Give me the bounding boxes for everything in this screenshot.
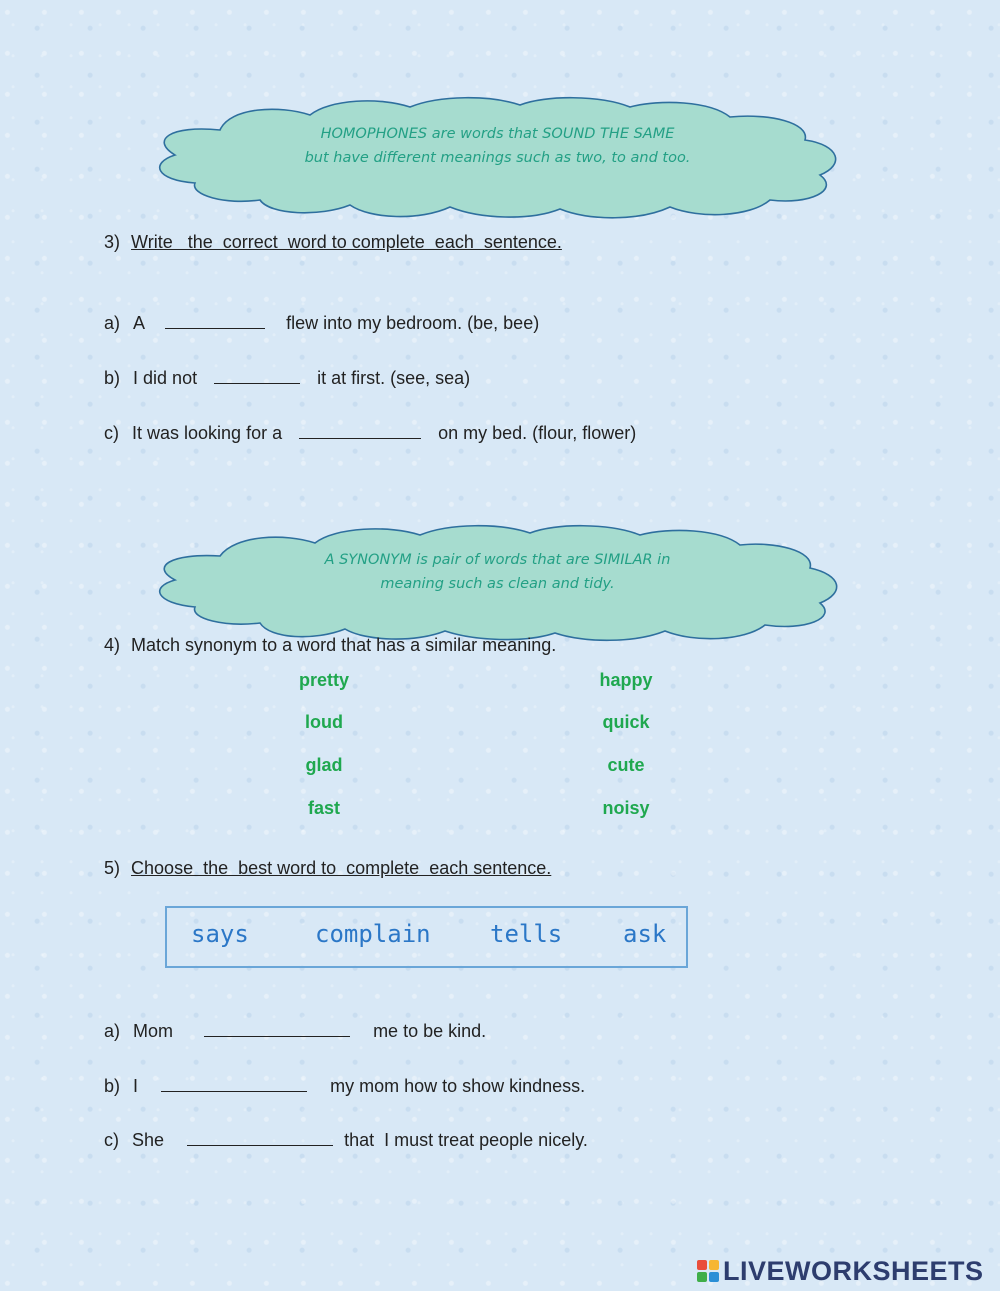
item-text-before: I did not — [133, 368, 198, 388]
liveworksheets-logo-icon — [697, 1260, 719, 1282]
item-text-after: it at first. (see, sea) — [317, 368, 471, 388]
liveworksheets-logo[interactable] — [697, 1256, 984, 1286]
answer-blank[interactable] — [204, 1022, 350, 1037]
logo-square — [697, 1260, 707, 1270]
item-letter: c) — [104, 1130, 119, 1150]
section-3-heading — [104, 232, 562, 253]
section-number: 4) — [104, 635, 121, 655]
list-item — [104, 1076, 585, 1097]
item-text-after: my mom how to show kindness. — [330, 1076, 586, 1096]
cloud-text-line-2: but have different meanings such as two, to and too. — [304, 150, 691, 166]
answer-blank[interactable] — [187, 1131, 333, 1146]
list-item — [104, 368, 470, 389]
cloud-text-line-2: meaning such as clean and tidy. — [380, 576, 615, 592]
synonym-cloud — [150, 523, 845, 643]
answer-blank[interactable] — [161, 1077, 307, 1092]
item-letter: c) — [104, 423, 119, 443]
list-item — [104, 1130, 588, 1151]
section-number: 5) — [104, 858, 121, 878]
item-text-after: on my bed. (flour, flower) — [438, 423, 637, 443]
item-text-before: She — [132, 1130, 165, 1150]
item-text-after: flew into my bedroom. (be, bee) — [286, 313, 540, 333]
answer-blank[interactable] — [299, 424, 421, 439]
item-text-before: Mom — [133, 1021, 174, 1041]
item-text-before: I — [133, 1076, 139, 1096]
homophones-cloud — [150, 95, 845, 220]
item-letter: a) — [104, 313, 121, 333]
section-instruction: Choose the best word to complete each sentence. — [131, 858, 552, 878]
logo-square — [697, 1272, 707, 1282]
answer-blank[interactable] — [214, 369, 300, 384]
section-5-heading — [104, 858, 551, 879]
list-item — [104, 313, 539, 334]
item-text-after: me to be kind. — [373, 1021, 487, 1041]
section-4-heading — [104, 635, 556, 656]
cloud-text-line-1: A SYNONYM is pair of words that are SIMILAR in — [324, 552, 671, 568]
match-word-right[interactable]: noisy — [602, 798, 650, 818]
match-word-right[interactable]: quick — [602, 712, 650, 732]
match-word-left[interactable]: pretty — [298, 670, 349, 690]
word-bank-word: says — [191, 920, 249, 948]
match-word-left[interactable]: fast — [307, 798, 340, 818]
logo-text: LIVEWORKSHEETS — [723, 1255, 984, 1286]
list-item — [104, 1021, 486, 1042]
item-text-before: A — [133, 313, 145, 333]
word-bank-word: complain — [315, 920, 431, 948]
word-bank-word: tells — [490, 920, 563, 948]
logo-square — [709, 1260, 719, 1270]
item-letter: b) — [104, 368, 121, 388]
match-word-left[interactable]: glad — [305, 755, 343, 775]
list-item — [104, 423, 636, 444]
answer-blank[interactable] — [165, 314, 265, 329]
item-letter: b) — [104, 1076, 121, 1096]
section-instruction: Write the correct word to complete each sentence. — [131, 232, 562, 252]
word-bank-word: ask — [623, 920, 667, 948]
word-bank — [165, 906, 688, 968]
section-instruction: Match synonym to a word that has a similar meaning. — [131, 635, 557, 655]
item-letter: a) — [104, 1021, 121, 1041]
section-number: 3) — [104, 232, 121, 252]
match-word-left[interactable]: loud — [305, 712, 343, 732]
item-text-before: It was looking for a — [132, 423, 283, 443]
match-word-right[interactable]: cute — [607, 755, 645, 775]
cloud-text-line-1: HOMOPHONES are words that SOUND THE SAME — [320, 126, 675, 142]
item-text-after: that I must treat people nicely. — [344, 1130, 588, 1150]
match-word-right[interactable]: happy — [599, 670, 653, 690]
logo-square — [709, 1272, 719, 1282]
